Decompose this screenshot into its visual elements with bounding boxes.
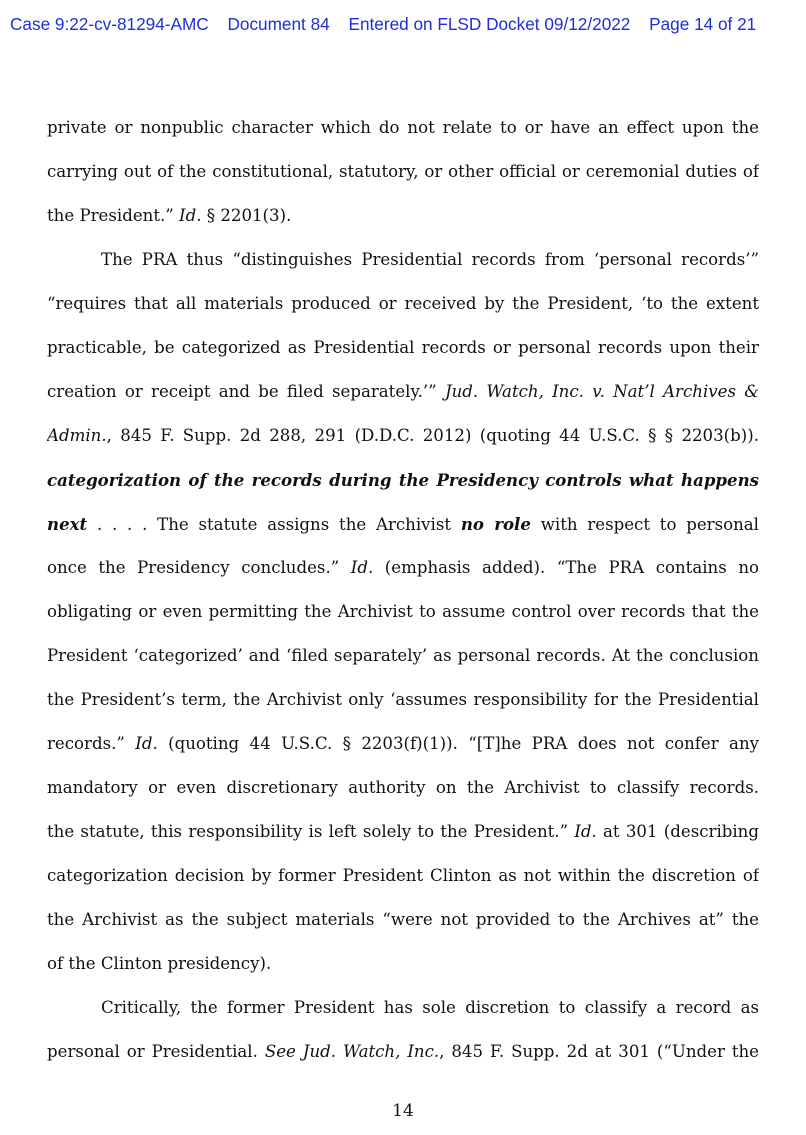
text-line: of the Clinton presidency). [47, 954, 272, 973]
page-number: 14 [392, 1101, 414, 1121]
text-line: Critically, the former President has sole discretion to classify a record as [101, 998, 759, 1017]
text-line: categorization of the records during the Presidency controls what happens [47, 470, 759, 490]
text-line: categorization decision by former President Clinton as not within the discretion of [47, 866, 759, 885]
text-line: records.” Id. (quoting 44 U.S.C. § 2203(f)(1)). “[T]he PRA does not confer any [47, 734, 759, 753]
page-of: Page 14 of 21 [649, 14, 757, 34]
case-number: Case 9:22-cv-81294-AMC [10, 14, 209, 34]
text-line: “requires that all materials produced or received by the President, ‘to the extent [47, 294, 759, 313]
text-line: the statute, this responsibility is left solely to the President.” Id. at 301 (describing [47, 822, 759, 841]
text-line: the President.” Id. § 2201(3). [47, 206, 292, 225]
text-line: personal or Presidential. See Jud. Watch, Inc., 845 F. Supp. 2d at 301 (“Under the [47, 1042, 759, 1061]
text-line: creation or receipt and be filed separately.’” Jud. Watch, Inc. v. Nat’l Archives & [47, 382, 759, 401]
text-line: once the Presidency concludes.” Id. (emphasis added). “The PRA contains no [47, 558, 759, 577]
text-line: practicable, be categorized as Presidential records or personal records upon their [47, 338, 759, 357]
document-body [47, 106, 759, 1074]
docket-header [10, 14, 796, 35]
text-line: the President’s term, the Archivist only ‘assumes responsibility for the Presidential [47, 690, 759, 709]
document-number: Document 84 [227, 14, 330, 34]
text-line: next . . . . The statute assigns the Archivist no role with respect to personal [47, 514, 759, 534]
entered-docket: Entered on FLSD Docket 09/12/2022 [348, 14, 631, 34]
text-line: mandatory or even discretionary authority on the Archivist to classify records. [47, 778, 759, 797]
text-line: Admin., 845 F. Supp. 2d 288, 291 (D.D.C. 2012) (quoting 44 U.S.C. § § 2203(b)). [47, 426, 759, 445]
text-line: obligating or even permitting the Archivist to assume control over records that the [47, 602, 759, 621]
text-line: the Archivist as the subject materials “were not provided to the Archives at” the [47, 910, 759, 929]
text-line: President ‘categorized’ and ‘filed separately’ as personal records. At the conclusion [47, 646, 759, 665]
text-line: private or nonpublic character which do not relate to or have an effect upon the [47, 118, 759, 137]
text-line: carrying out of the constitutional, statutory, or other official or ceremonial duties of [47, 162, 759, 181]
text-line: The PRA thus “distinguishes Presidential records from ‘personal records’” [101, 250, 759, 269]
